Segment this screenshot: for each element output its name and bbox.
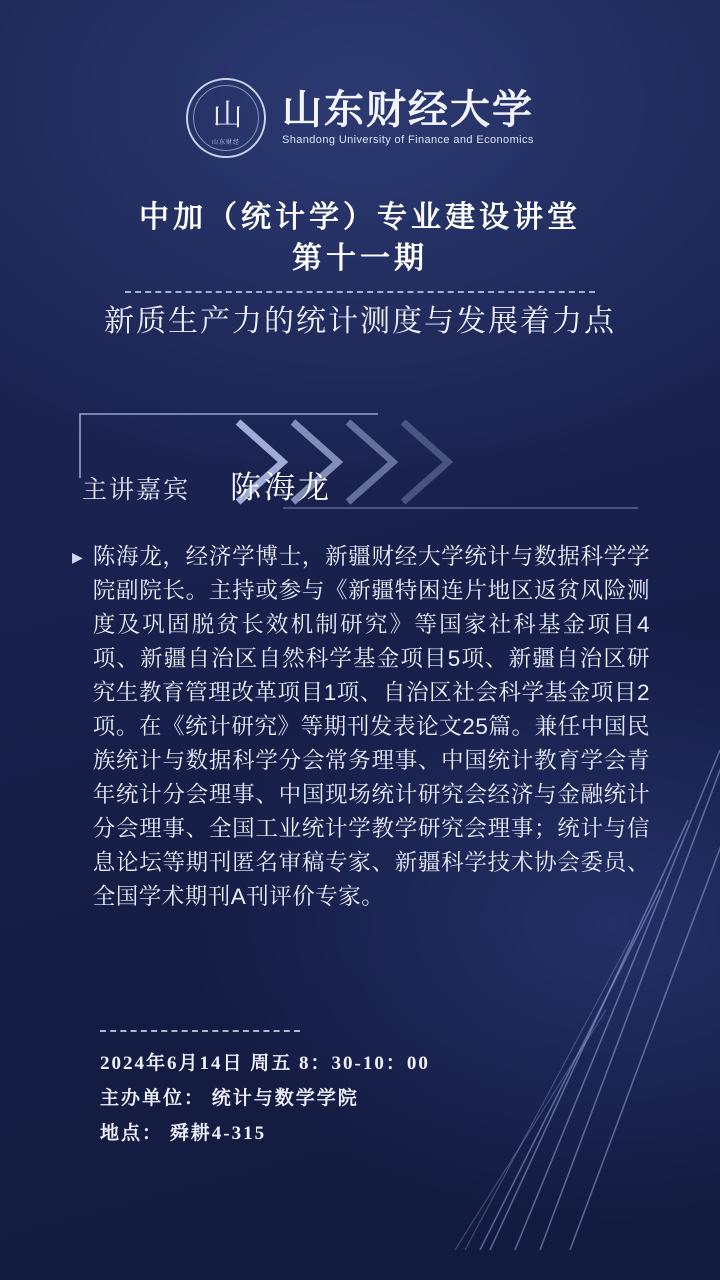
speaker-section — [0, 400, 720, 530]
dashed-divider-bottom — [100, 1030, 300, 1032]
dashed-divider-top — [125, 291, 595, 293]
university-name-en: Shandong University of Finance and Economics — [282, 134, 534, 146]
speaker-name: 陈海龙 — [230, 470, 333, 505]
university-logo — [0, 78, 720, 158]
speaker-biography — [72, 540, 650, 914]
university-name-cn: 山东财经大学 — [282, 87, 534, 132]
lecture-subject: 新质生产力的统计测度与发展着力点 — [104, 305, 616, 338]
biography-text: 陈海龙，经济学博士，新疆财经大学统计与数据科学学院副院长。主持或参与《新疆特困连片地区返贫风险测度及巩固脱贫长效机制研究》等国家社科基金项目4项、新疆自治区自然科学基金项目5项、新疆自治区研究生教育管理改革项目1项、自治区社会科学基金项目2项。在《统计研究》等期刊发表论文25篇。兼任中国民族统计与数据科学分会常务理事、中国统计教育学会青年统计分会理事、中国现场统计研究会经济与金融统计分会理事、全国工业统计学教学研究会理事；统计与信息论坛等期刊匿名审稿专家、新疆科学技术协会委员、全国学术期刊A刊评价专家。 — [92, 544, 650, 909]
page-title: 中加（统计学）专业建设讲堂 — [139, 201, 581, 234]
event-datetime: 2024年6月14日 周五 8：30-10：00 — [100, 1053, 430, 1074]
university-seal-icon — [186, 78, 266, 158]
issue-number: 第十一期 — [292, 241, 428, 275]
event-organizer: 主办单位： 统计与数学学院 — [100, 1088, 359, 1110]
event-location: 地点： 舜耕4-315 — [100, 1123, 267, 1145]
seal-mark: 山 — [212, 99, 240, 132]
speaker-label: 主讲嘉宾 — [82, 476, 191, 504]
event-details — [100, 1030, 620, 1151]
bullet-triangle-icon: ▶ — [72, 549, 83, 565]
title-block — [0, 198, 720, 344]
seal-subtext: 山东财经 — [211, 140, 240, 146]
